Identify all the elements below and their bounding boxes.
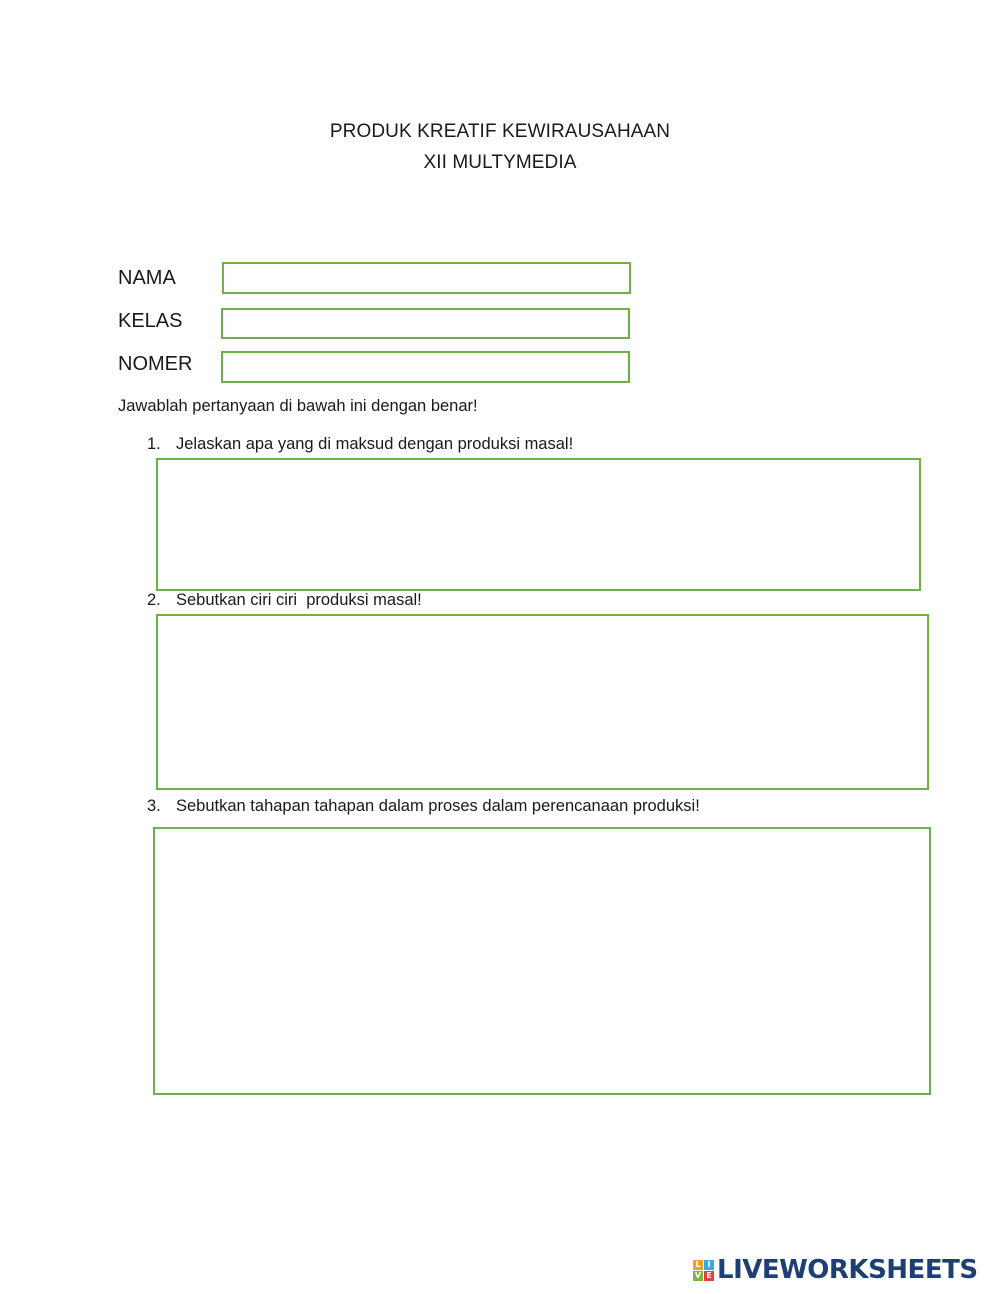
nomer-label: NOMER — [118, 353, 193, 375]
question-text: Jelaskan apa yang di maksud dengan produksi masal! — [176, 435, 574, 453]
logo-cell-e: E — [704, 1271, 714, 1281]
question-number: 2. — [147, 591, 161, 609]
kelas-label: KELAS — [118, 310, 183, 332]
instruction-text: Jawablah pertanyaan di bawah ini dengan benar! — [118, 397, 478, 415]
nomer-input[interactable] — [221, 351, 630, 383]
worksheet-title: PRODUK KREATIF KEWIRAUSAHAAN — [329, 121, 671, 142]
nama-label: NAMA — [118, 267, 176, 289]
question-2 — [147, 591, 422, 610]
question-number: 1. — [147, 435, 161, 453]
logo-cell-i: I — [704, 1260, 714, 1270]
logo-cell-l: L — [693, 1260, 703, 1270]
question-text: Sebutkan ciri ciri produksi masal! — [176, 591, 422, 609]
answer-2-textarea[interactable] — [156, 614, 929, 790]
kelas-input[interactable] — [221, 308, 630, 339]
question-3 — [147, 797, 700, 816]
worksheet-subtitle: XII MULTYMEDIA — [423, 152, 577, 173]
liveworksheets-brand — [693, 1255, 978, 1285]
logo-cell-v: V — [694, 1270, 702, 1280]
liveworksheets-wordmark: LIVEWORKSHEETS — [717, 1255, 978, 1285]
question-1 — [147, 435, 573, 454]
answer-1-textarea[interactable] — [156, 458, 921, 591]
liveworksheets-logo-icon — [693, 1260, 714, 1281]
nama-input[interactable] — [222, 262, 631, 294]
answer-3-textarea[interactable] — [153, 827, 931, 1095]
question-number: 3. — [147, 797, 161, 815]
question-text: Sebutkan tahapan tahapan dalam proses dalam perencanaan produksi! — [176, 797, 700, 815]
